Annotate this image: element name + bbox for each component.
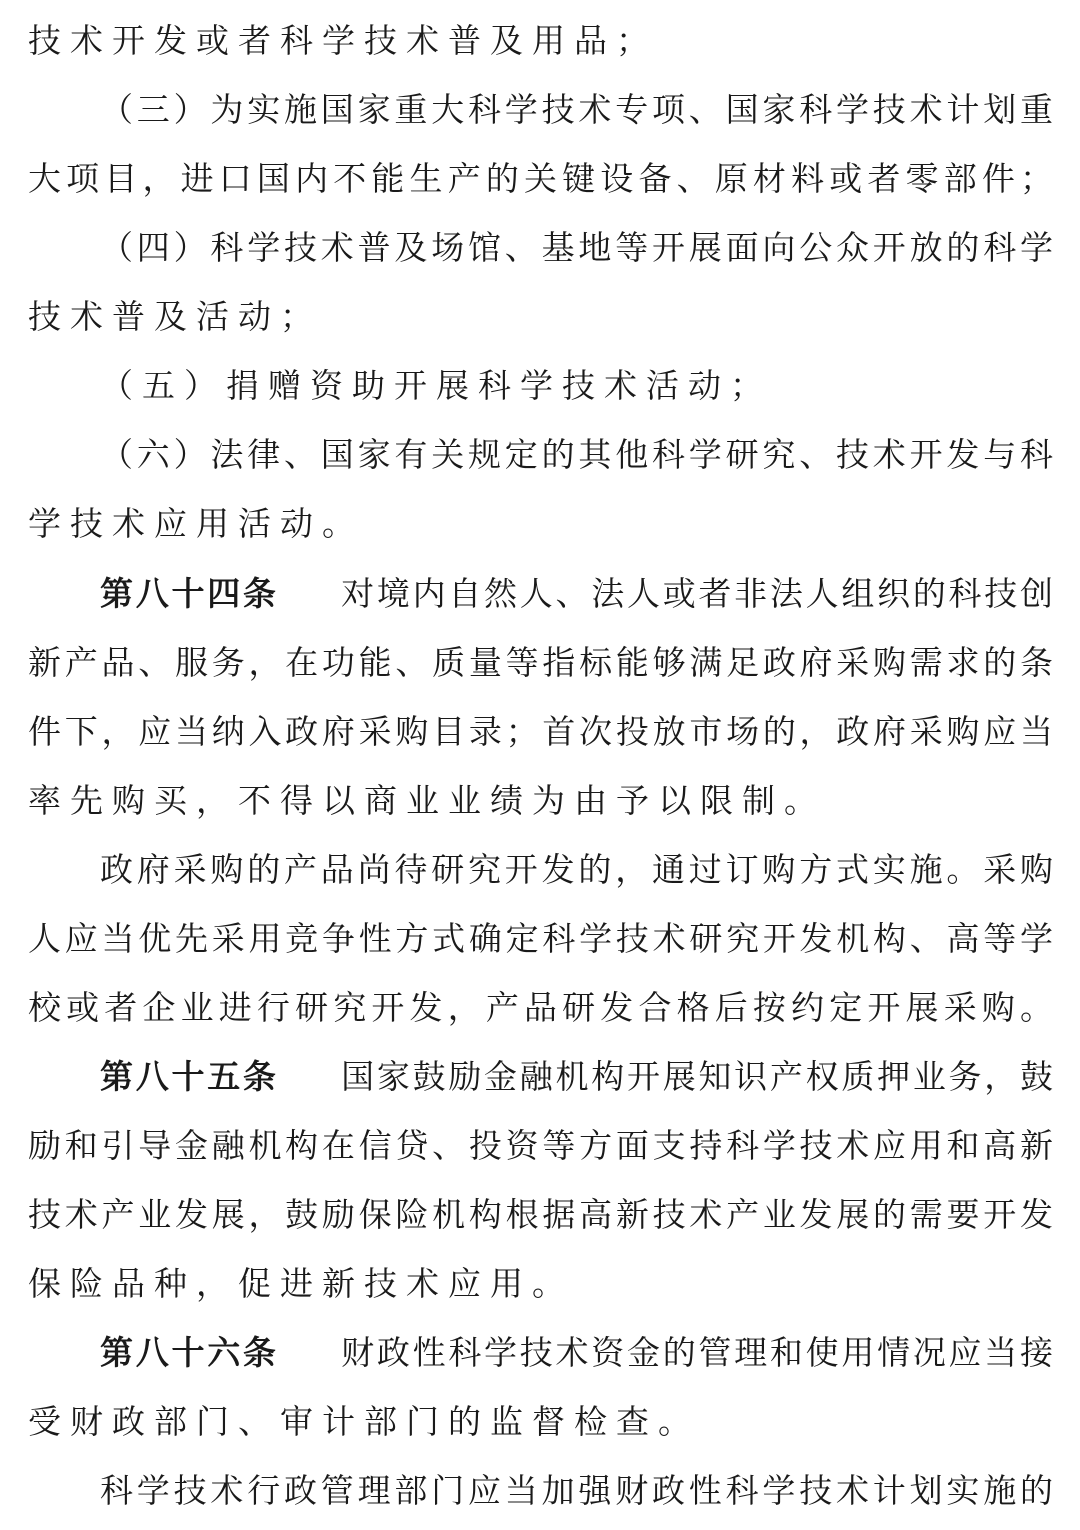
text-line: 大项目，进口国内不能生产的关键设备、原材料或者零部件； [28, 159, 1054, 198]
article-line [100, 564, 1054, 624]
article-line [100, 1323, 1054, 1383]
article-text: 财政性科学技术资金的管理和使用情况应当接 [341, 1333, 1055, 1372]
article-heading: 第八十四条 [100, 574, 279, 613]
text-line: 技术产业发展，鼓励保险机构根据高新技术产业发展的需要开发 [28, 1195, 1054, 1234]
text-line: 人应当优先采用竞争性方式确定科学技术研究开发机构、高等学 [28, 919, 1054, 958]
text-line: 率先购买，不得以商业业绩为由予以限制。 [28, 781, 826, 820]
article-heading: 第八十六条 [100, 1333, 279, 1372]
text-line: 技术开发或者科学技术普及用品； [28, 21, 658, 60]
text-line: （六）法律、国家有关规定的其他科学研究、技术开发与科 [100, 435, 1054, 474]
text-line: （五）捐赠资助开展科学技术活动； [100, 366, 772, 405]
text-line: 件下，应当纳入政府采购目录；首次投放市场的，政府采购应当 [28, 712, 1054, 751]
text-line: 励和引导金融机构在信贷、投资等方面支持科学技术应用和高新 [28, 1126, 1054, 1165]
text-line: （四）科学技术普及场馆、基地等开展面向公众开放的科学 [100, 228, 1054, 267]
text-line: 技术普及活动； [28, 297, 322, 336]
article-line [100, 1047, 1054, 1107]
text-line: 受财政部门、审计部门的监督检查。 [28, 1402, 700, 1441]
text-line: 保险品种，促进新技术应用。 [28, 1264, 574, 1303]
article-text: 国家鼓励金融机构开展知识产权质押业务，鼓 [341, 1057, 1055, 1096]
text-line: 校或者企业进行研究开发，产品研发合格后按约定开展采购。 [28, 988, 1054, 1027]
text-line: 科学技术行政管理部门应当加强财政性科学技术计划实施的 [100, 1471, 1054, 1510]
article-text: 对境内自然人、法人或者非法人组织的科技创 [341, 574, 1055, 613]
text-line: 新产品、服务，在功能、质量等指标能够满足政府采购需求的条 [28, 643, 1054, 682]
article-heading: 第八十五条 [100, 1057, 279, 1096]
text-line: 学技术应用活动。 [28, 504, 364, 543]
text-line: （三）为实施国家重大科学技术专项、国家科学技术计划重 [100, 90, 1054, 129]
text-line: 政府采购的产品尚待研究开发的，通过订购方式实施。采购 [100, 850, 1054, 889]
